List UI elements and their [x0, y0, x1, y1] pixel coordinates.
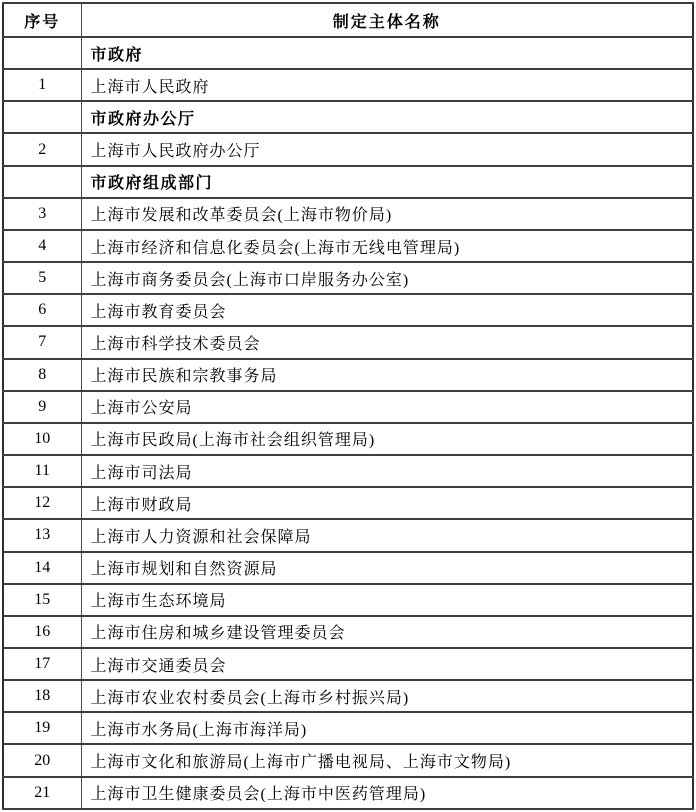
table-row: [3, 230, 693, 262]
authority-name-cell: 上海市农业农村委员会(上海市乡村振兴局): [81, 680, 693, 712]
serial-number-cell: [3, 101, 81, 133]
table-row: [3, 359, 693, 391]
serial-number-cell: 9: [3, 391, 81, 423]
table-row: [3, 262, 693, 294]
serial-number-cell: 4: [3, 230, 81, 262]
table-row: [3, 744, 693, 776]
serial-number-cell: 13: [3, 519, 81, 551]
authority-name-cell: 上海市交通委员会: [81, 648, 693, 680]
header-row: [3, 3, 693, 37]
authority-name-cell: 上海市经济和信息化委员会(上海市无线电管理局): [81, 230, 693, 262]
table-row: [3, 326, 693, 358]
authority-name-cell: 上海市教育委员会: [81, 294, 693, 326]
authority-name-cell: 上海市人民政府: [81, 69, 693, 101]
authority-name-cell: 上海市商务委员会(上海市口岸服务办公室): [81, 262, 693, 294]
table-row: [3, 391, 693, 423]
table-row: [3, 133, 693, 165]
authority-name-cell: 上海市公安局: [81, 391, 693, 423]
section-row: [3, 101, 693, 133]
authority-name-cell: 上海市人力资源和社会保障局: [81, 519, 693, 551]
table-row: [3, 519, 693, 551]
serial-number-cell: 1: [3, 69, 81, 101]
serial-number-cell: 8: [3, 359, 81, 391]
table-row: [3, 455, 693, 487]
table-row: [3, 712, 693, 744]
authority-name-cell: 上海市卫生健康委员会(上海市中医药管理局): [81, 777, 693, 809]
authority-name-cell: 市政府: [81, 37, 693, 69]
authority-name-cell: 市政府组成部门: [81, 166, 693, 198]
serial-number-cell: 14: [3, 552, 81, 584]
table-body: [3, 37, 693, 809]
table-row: [3, 69, 693, 101]
serial-number-cell: [3, 166, 81, 198]
section-row: [3, 37, 693, 69]
authority-name-cell: 上海市文化和旅游局(上海市广播电视局、上海市文物局): [81, 744, 693, 776]
table-row: [3, 294, 693, 326]
authority-name-cell: 上海市财政局: [81, 487, 693, 519]
table-row: [3, 487, 693, 519]
serial-number-cell: 15: [3, 584, 81, 616]
serial-number-cell: 6: [3, 294, 81, 326]
table-row: [3, 584, 693, 616]
authority-name-cell: 上海市生态环境局: [81, 584, 693, 616]
serial-number-cell: 21: [3, 777, 81, 809]
authority-name-cell: 上海市司法局: [81, 455, 693, 487]
section-row: [3, 166, 693, 198]
serial-number-cell: [3, 37, 81, 69]
table-row: [3, 680, 693, 712]
serial-number-cell: 19: [3, 712, 81, 744]
table-row: [3, 198, 693, 230]
table-row: [3, 552, 693, 584]
authority-name-cell: 上海市规划和自然资源局: [81, 552, 693, 584]
col-header-authority-name: 制定主体名称: [81, 3, 693, 37]
serial-number-cell: 3: [3, 198, 81, 230]
table-row: [3, 616, 693, 648]
col-header-serial-number: 序号: [3, 3, 81, 37]
authority-table: [2, 2, 694, 810]
authority-name-cell: 上海市水务局(上海市海洋局): [81, 712, 693, 744]
serial-number-cell: 7: [3, 326, 81, 358]
authority-name-cell: 上海市人民政府办公厅: [81, 133, 693, 165]
serial-number-cell: 11: [3, 455, 81, 487]
table-row: [3, 648, 693, 680]
serial-number-cell: 10: [3, 423, 81, 455]
serial-number-cell: 16: [3, 616, 81, 648]
serial-number-cell: 20: [3, 744, 81, 776]
authority-name-cell: 上海市发展和改革委员会(上海市物价局): [81, 198, 693, 230]
authority-name-cell: 上海市民政局(上海市社会组织管理局): [81, 423, 693, 455]
serial-number-cell: 5: [3, 262, 81, 294]
authority-name-cell: 上海市民族和宗教事务局: [81, 359, 693, 391]
table-row: [3, 777, 693, 809]
authority-name-cell: 上海市科学技术委员会: [81, 326, 693, 358]
authority-name-cell: 市政府办公厅: [81, 101, 693, 133]
serial-number-cell: 18: [3, 680, 81, 712]
table-row: [3, 423, 693, 455]
serial-number-cell: 12: [3, 487, 81, 519]
authority-name-cell: 上海市住房和城乡建设管理委员会: [81, 616, 693, 648]
serial-number-cell: 2: [3, 133, 81, 165]
serial-number-cell: 17: [3, 648, 81, 680]
